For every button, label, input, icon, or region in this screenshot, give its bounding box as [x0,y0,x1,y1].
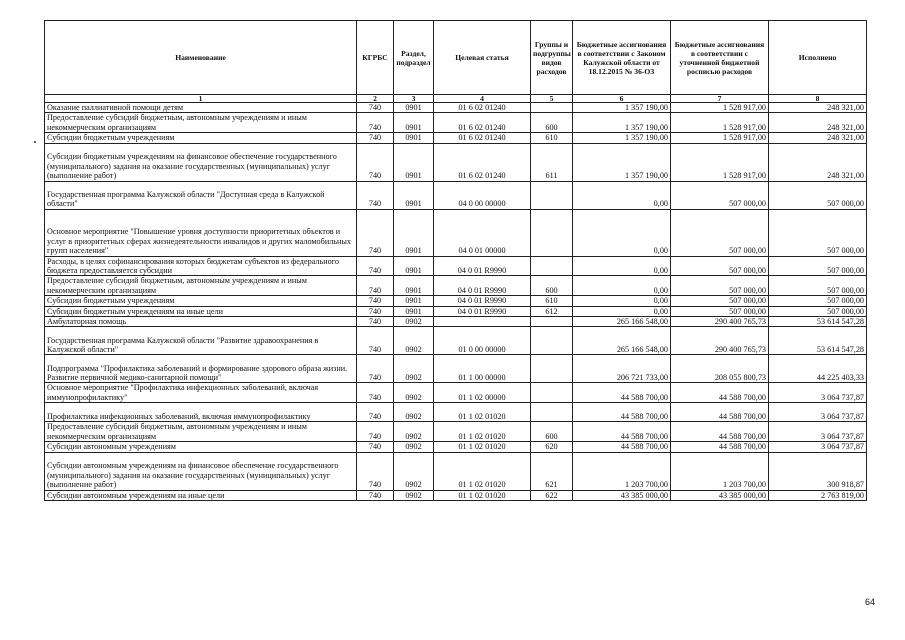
row-refined-amount: 507 000,00 [671,296,769,306]
row-target-article: 01 6 02 01240 [434,113,531,133]
row-refined-amount: 44 588 700,00 [671,403,769,422]
table-row [45,276,867,296]
row-kgrbs: 740 [357,452,394,490]
header-groups: Группы и подгруппы видов расходов [531,21,573,95]
row-refined-amount: 507 000,00 [671,256,769,276]
header-executed: Исполнено [769,21,867,95]
row-kgrbs: 740 [357,327,394,355]
row-target-article: 01 1 02 01020 [434,442,531,452]
row-law-amount: 44 588 700,00 [573,442,671,452]
row-law-amount: 44 588 700,00 [573,422,671,442]
header-target: Целевая статья [434,21,531,95]
row-target-article: 04 0 00 00000 [434,181,531,209]
row-razdel: 0901 [394,181,434,209]
row-expense-group: 600 [531,276,573,296]
row-law-amount: 0,00 [573,276,671,296]
row-target-article: 01 1 02 01020 [434,452,531,490]
row-kgrbs: 740 [357,133,394,143]
row-target-article: 01 1 02 01020 [434,490,531,500]
col-number: 3 [394,95,434,103]
row-law-amount: 1 357 190,00 [573,113,671,133]
col-number: 2 [357,95,394,103]
header-row [45,21,867,95]
row-target-article: 01 1 02 01020 [434,403,531,422]
row-name: Субсидии бюджетным учреждениям [45,296,357,306]
row-name: Субсидии автономным учреждениям на иные цели [45,490,357,500]
table-row [45,181,867,209]
page-number: 64 [864,597,875,607]
row-expense-group: 600 [531,113,573,133]
row-executed-amount: 3 064 737,87 [769,383,867,403]
row-target-article: 04 0 01 R9990 [434,256,531,276]
row-expense-group: 610 [531,296,573,306]
table-body [45,103,867,501]
row-kgrbs: 740 [357,383,394,403]
row-razdel: 0902 [394,327,434,355]
row-executed-amount: 507 000,00 [769,209,867,256]
row-target-article: 04 0 01 R9990 [434,296,531,306]
table-row [45,296,867,306]
row-kgrbs: 740 [357,422,394,442]
row-expense-group [531,403,573,422]
row-kgrbs: 740 [357,209,394,256]
row-name: Расходы, в целях софинансирования которых бюджетам субъектов из федерального бюджета предоставляется субсидии [45,256,357,276]
row-law-amount: 0,00 [573,256,671,276]
row-name: Оказание паллиативной помощи детям [45,103,357,113]
table-row [45,306,867,316]
row-kgrbs: 740 [357,403,394,422]
row-name: Государственная программа Калужской области "Развитие здравоохранения в Калужской области" [45,327,357,355]
row-kgrbs: 740 [357,256,394,276]
row-kgrbs: 740 [357,296,394,306]
col-number: 8 [769,95,867,103]
row-law-amount: 206 721 733,00 [573,355,671,383]
row-target-article: 01 1 02 01020 [434,422,531,442]
table-row [45,490,867,500]
row-refined-amount: 290 400 765,73 [671,327,769,355]
row-razdel: 0901 [394,133,434,143]
row-expense-group [531,355,573,383]
row-name: Основное мероприятие "Повышение уровня доступности приоритетных объектов и услуг в приоритетных сферах жизнедеятельности инвалидов и других маломобильных групп населения" [45,209,357,256]
row-executed-amount: 507 000,00 [769,276,867,296]
row-razdel: 0901 [394,306,434,316]
row-kgrbs: 740 [357,317,394,327]
row-razdel: 0902 [394,442,434,452]
row-law-amount: 265 166 548,00 [573,317,671,327]
col-number: 4 [434,95,531,103]
row-executed-amount: 300 918,87 [769,452,867,490]
row-razdel: 0902 [394,422,434,442]
row-expense-group: 622 [531,490,573,500]
table-row [45,442,867,452]
row-expense-group [531,327,573,355]
row-razdel: 0901 [394,103,434,113]
row-executed-amount: 507 000,00 [769,296,867,306]
row-kgrbs: 740 [357,442,394,452]
row-refined-amount: 1 203 700,00 [671,452,769,490]
row-target-article: 01 1 00 00000 [434,355,531,383]
header-refined: Бюджетные ассигнования в соответствии с уточненной бюджетной росписью расходов [671,21,769,95]
header-kgrbs: КГРБС [357,21,394,95]
row-executed-amount: 507 000,00 [769,256,867,276]
row-refined-amount: 1 528 917,00 [671,133,769,143]
row-razdel: 0901 [394,209,434,256]
row-kgrbs: 740 [357,276,394,296]
row-expense-group [531,181,573,209]
row-name: Предоставление субсидий бюджетным, автономным учреждениям и иным некоммерческим организациям [45,276,357,296]
row-refined-amount: 507 000,00 [671,276,769,296]
row-executed-amount: 248 321,00 [769,133,867,143]
table-row [45,317,867,327]
row-executed-amount: 248 321,00 [769,143,867,181]
table-row [45,383,867,403]
table-row [45,355,867,383]
row-refined-amount: 44 588 700,00 [671,442,769,452]
header-law: Бюджетные ассигнования в соответствии с Законом Калужской области от 18.12.2015 № 36-ОЗ [573,21,671,95]
row-executed-amount: 2 763 819,00 [769,490,867,500]
row-executed-amount: 53 614 547,28 [769,317,867,327]
table-row [45,452,867,490]
row-name: Субсидии автономным учреждениям [45,442,357,452]
row-name: Государственная программа Калужской области "Доступная среда в Калужской области" [45,181,357,209]
row-refined-amount: 507 000,00 [671,306,769,316]
row-refined-amount: 507 000,00 [671,181,769,209]
row-expense-group [531,256,573,276]
row-law-amount: 1 203 700,00 [573,452,671,490]
row-executed-amount: 53 614 547,28 [769,327,867,355]
row-law-amount: 1 357 190,00 [573,103,671,113]
row-name: Основное мероприятие "Профилактика инфекционных заболеваний, включая иммунопрофилактику" [45,383,357,403]
row-kgrbs: 740 [357,103,394,113]
row-executed-amount: 248 321,00 [769,103,867,113]
row-target-article: 01 6 02 01240 [434,143,531,181]
margin-mark [34,141,36,143]
row-executed-amount: 3 064 737,87 [769,422,867,442]
budget-table [44,20,867,501]
row-refined-amount: 290 400 765,73 [671,317,769,327]
row-name: Субсидии бюджетным учреждениям на финансовое обеспечение государственного (муниципального) задания на оказание государственных (муниципальных) услуг (выполнение работ) [45,143,357,181]
row-executed-amount: 507 000,00 [769,181,867,209]
row-kgrbs: 740 [357,306,394,316]
row-kgrbs: 740 [357,355,394,383]
row-name: Субсидии автономным учреждениям на финансовое обеспечение государственного (муниципального) задания на оказание государственных (муниципальных) услуг (выполнение работ) [45,452,357,490]
col-number: 5 [531,95,573,103]
row-target-article: 01 0 00 00000 [434,327,531,355]
row-law-amount: 44 588 700,00 [573,383,671,403]
row-kgrbs: 740 [357,113,394,133]
row-razdel: 0902 [394,403,434,422]
row-expense-group [531,103,573,113]
row-name: Предоставление субсидий бюджетным, автономным учреждениям и иным некоммерческим организациям [45,113,357,133]
row-name: Подпрограмма "Профилактика заболеваний и формирование здорового образа жизни. Развитие первичной медико-санитарной помощи" [45,355,357,383]
row-expense-group: 620 [531,442,573,452]
row-refined-amount: 1 528 917,00 [671,113,769,133]
col-number: 6 [573,95,671,103]
row-refined-amount: 1 528 917,00 [671,103,769,113]
row-kgrbs: 740 [357,181,394,209]
row-law-amount: 0,00 [573,306,671,316]
table-row [45,113,867,133]
col-number: 1 [45,95,357,103]
header-name: Наименование [45,21,357,95]
table-row [45,256,867,276]
row-executed-amount: 44 225 403,33 [769,355,867,383]
row-target-article: 04 0 01 R9990 [434,306,531,316]
table-row [45,143,867,181]
row-expense-group: 600 [531,422,573,442]
row-law-amount: 1 357 190,00 [573,143,671,181]
row-razdel: 0902 [394,317,434,327]
row-law-amount: 43 385 000,00 [573,490,671,500]
table-row [45,103,867,113]
row-razdel: 0902 [394,383,434,403]
table-row [45,403,867,422]
row-executed-amount: 507 000,00 [769,306,867,316]
row-name: Субсидии бюджетным учреждениям [45,133,357,143]
row-kgrbs: 740 [357,143,394,181]
row-expense-group: 610 [531,133,573,143]
col-number: 7 [671,95,769,103]
row-razdel: 0901 [394,256,434,276]
row-law-amount: 0,00 [573,209,671,256]
row-expense-group [531,209,573,256]
row-name: Профилактика инфекционных заболеваний, включая иммунопрофилактику [45,403,357,422]
row-target-article [434,317,531,327]
row-executed-amount: 3 064 737,87 [769,403,867,422]
row-expense-group: 611 [531,143,573,181]
table-row [45,209,867,256]
row-name: Субсидии бюджетным учреждениям на иные цели [45,306,357,316]
row-law-amount: 0,00 [573,296,671,306]
row-target-article: 01 1 02 00000 [434,383,531,403]
row-expense-group: 621 [531,452,573,490]
table-row [45,133,867,143]
row-expense-group: 612 [531,306,573,316]
row-law-amount: 1 357 190,00 [573,133,671,143]
row-expense-group [531,383,573,403]
row-executed-amount: 248 321,00 [769,113,867,133]
row-target-article: 04 0 01 00000 [434,209,531,256]
row-razdel: 0901 [394,296,434,306]
row-executed-amount: 3 064 737,87 [769,442,867,452]
row-target-article: 04 0 01 R9990 [434,276,531,296]
header-razdel: Раздел, подраздел [394,21,434,95]
row-law-amount: 265 166 548,00 [573,327,671,355]
row-expense-group [531,317,573,327]
row-refined-amount: 44 588 700,00 [671,383,769,403]
row-razdel: 0901 [394,276,434,296]
row-law-amount: 44 588 700,00 [573,403,671,422]
row-razdel: 0902 [394,490,434,500]
row-name: Амбулаторная помощь [45,317,357,327]
row-name: Предоставление субсидий бюджетным, автономным учреждениям и иным некоммерческим организациям [45,422,357,442]
table-row [45,422,867,442]
row-refined-amount: 208 055 800,73 [671,355,769,383]
row-kgrbs: 740 [357,490,394,500]
row-razdel: 0901 [394,113,434,133]
row-refined-amount: 1 528 917,00 [671,143,769,181]
row-target-article: 01 6 02 01240 [434,103,531,113]
row-law-amount: 0,00 [573,181,671,209]
table-row [45,327,867,355]
row-refined-amount: 507 000,00 [671,209,769,256]
column-number-row [45,95,867,103]
row-razdel: 0901 [394,143,434,181]
row-refined-amount: 43 385 000,00 [671,490,769,500]
row-razdel: 0902 [394,452,434,490]
row-refined-amount: 44 588 700,00 [671,422,769,442]
row-target-article: 01 6 02 01240 [434,133,531,143]
row-razdel: 0902 [394,355,434,383]
